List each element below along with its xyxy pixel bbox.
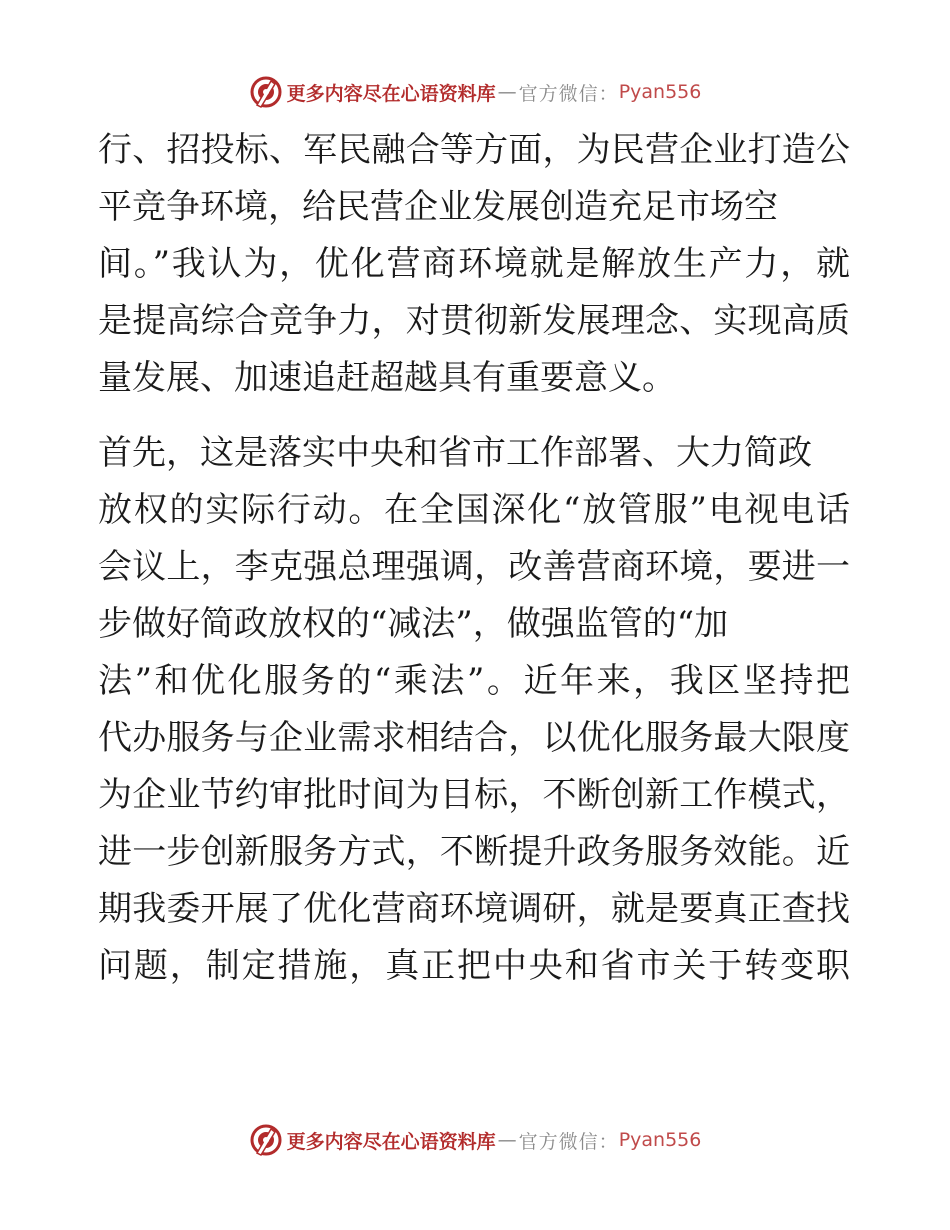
text-line: 放权的实际行动。在全国深化“放管服”电视电话 [98,490,850,530]
document-body [98,122,850,995]
paragraph-1 [98,122,850,407]
text-line: 会议上，李克强总理强调，改善营商环境，要进一 [98,547,850,587]
text-line: 问题，制定措施，真正把中央和省市关于转变职 [98,946,850,986]
banner-dash: — [497,81,517,103]
banner-account-id: Pyan556 [618,81,702,103]
text-line: 首先，这是落实中央和省市工作部署、大力简政 [98,433,812,473]
banner-secondary-text: 官方微信： [518,1130,619,1153]
header-banner [0,72,950,112]
banner-main-text: 更多内容尽在心语资料库 [286,1130,496,1153]
text-line: 步做好简政放权的“减法”，做强监管的“加 [98,604,729,644]
text-line: 量发展、加速追赶超越具有重要意义。 [98,358,676,398]
text-line: 间。”我认为，优化营商环境就是解放生产力，就 [98,244,850,284]
text-line: 法”和优化服务的“乘法”。近年来，我区坚持把 [98,661,850,701]
logo-icon [249,1123,283,1157]
text-line: 行、招投标、军民融合等方面，为民营企业打造公 [98,130,850,170]
paragraph-2 [98,425,850,995]
banner-secondary-text: 官方微信： [518,82,619,105]
banner-dash: — [497,1129,517,1151]
footer-banner [0,1120,950,1160]
text-line: 为企业节约审批时间为目标，不断创新工作模式， [98,775,850,815]
text-line: 进一步创新服务方式，不断提升政务服务效能。近 [98,832,850,872]
paragraph-gap [98,407,850,425]
text-line: 是提高综合竞争力，对贯彻新发展理念、实现高质 [98,301,850,341]
text-line: 代办服务与企业需求相结合，以优化服务最大限度 [98,718,850,758]
logo-icon [249,75,283,109]
banner-account-id: Pyan556 [618,1129,702,1151]
text-line: 平竞争环境，给民营企业发展创造充足市场空 [98,187,778,227]
text-line: 期我委开展了优化营商环境调研，就是要真正查找 [98,889,850,929]
banner-main-text: 更多内容尽在心语资料库 [286,82,496,105]
